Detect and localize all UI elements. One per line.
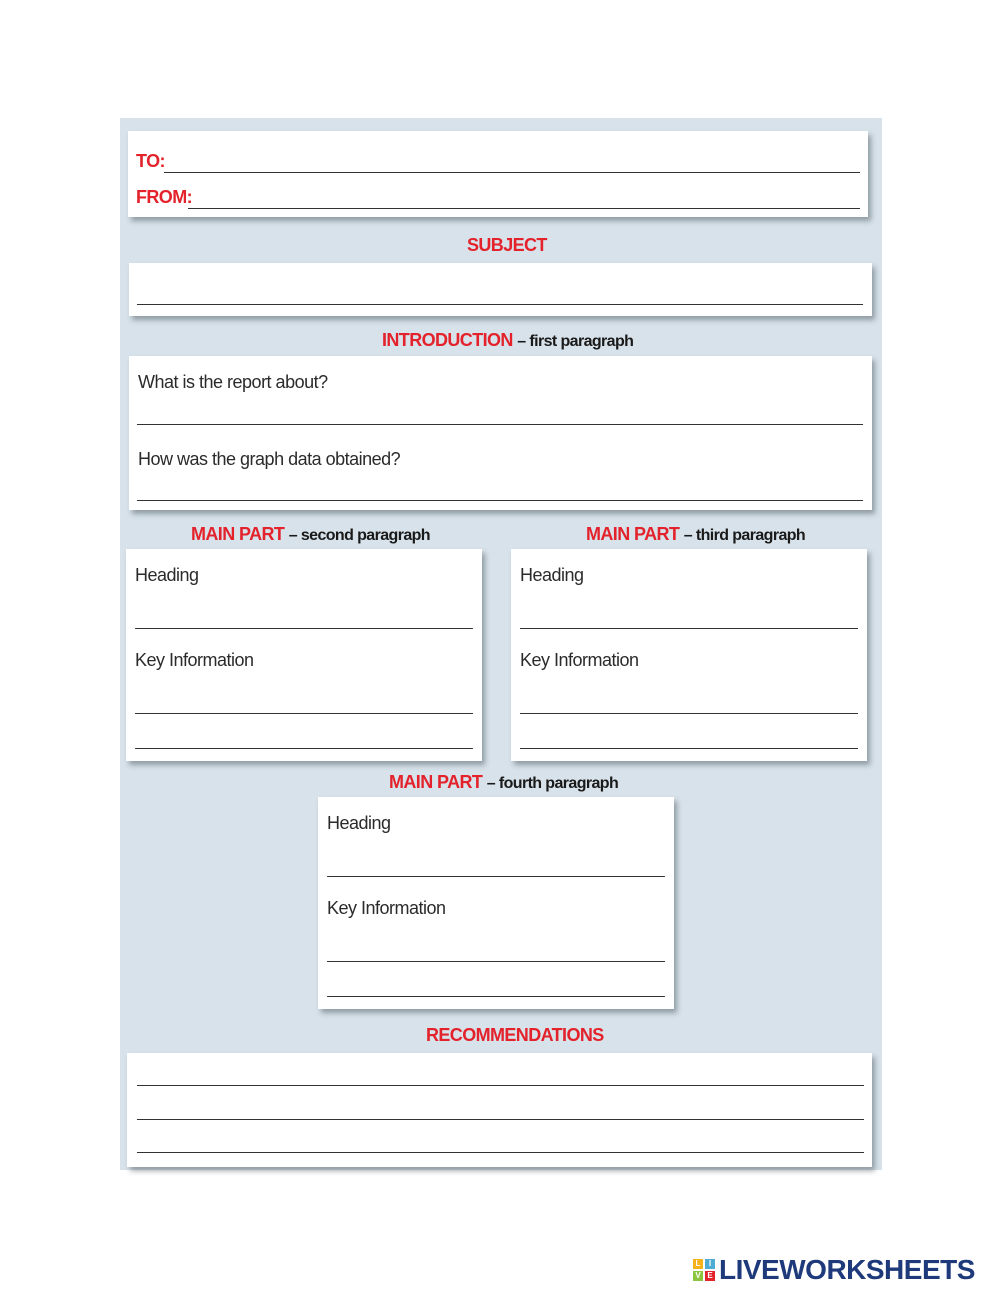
- subject-box: [129, 263, 872, 316]
- main-part-4-box: [318, 797, 674, 1009]
- main-part-3-subtitle: – third paragraph: [683, 527, 806, 544]
- main-part-4-key-info-line-1[interactable]: [327, 961, 665, 962]
- main-part-4-heading-line[interactable]: [327, 876, 665, 877]
- main-part-3-key-info-label: Key Information: [520, 650, 639, 670]
- logo-icon-tile-e: E: [705, 1271, 715, 1281]
- recommendations-heading: [426, 1025, 604, 1046]
- main-part-2-key-info-line-2[interactable]: [135, 748, 473, 749]
- main-part-4-key-info-line-2[interactable]: [327, 996, 665, 997]
- main-part-2-heading-label: Heading: [135, 565, 199, 585]
- main-part-2-title: MAIN PART: [191, 524, 285, 544]
- logo-icon-tile-l: L: [693, 1259, 703, 1269]
- subject-input-line[interactable]: [137, 304, 863, 305]
- recommendations-line-1[interactable]: [137, 1085, 864, 1086]
- main-part-2-box: [126, 549, 482, 761]
- main-part-3-key-info-line-2[interactable]: [520, 748, 858, 749]
- recommendations-line-2[interactable]: [137, 1119, 864, 1120]
- from-label: FROM:: [136, 187, 192, 207]
- introduction-heading: [382, 330, 633, 351]
- intro-question-report-about: What is the report about?: [138, 372, 328, 392]
- main-part-4-heading-label: Heading: [327, 813, 391, 833]
- introduction-box: [129, 356, 872, 510]
- intro-answer-2-line[interactable]: [137, 500, 863, 501]
- introduction-title: INTRODUCTION: [382, 330, 513, 350]
- main-part-3-key-info-line-1[interactable]: [520, 713, 858, 714]
- intro-answer-1-line[interactable]: [137, 424, 863, 425]
- main-part-2-heading: [191, 524, 430, 545]
- subject-title: SUBJECT: [467, 235, 547, 255]
- logo-icon-tile-i: I: [705, 1259, 715, 1269]
- main-part-3-heading-label: Heading: [520, 565, 584, 585]
- main-part-3-heading-line[interactable]: [520, 628, 858, 629]
- intro-question-graph-data: How was the graph data obtained?: [138, 449, 401, 469]
- main-part-2-heading-line[interactable]: [135, 628, 473, 629]
- logo-icon-tile-v: V: [693, 1271, 703, 1281]
- liveworksheets-logo: [693, 1256, 975, 1284]
- introduction-subtitle: – first paragraph: [517, 333, 634, 350]
- main-part-4-heading: [389, 772, 618, 793]
- from-input-line[interactable]: [188, 208, 860, 209]
- subject-heading: [467, 235, 547, 256]
- to-input-line[interactable]: [164, 172, 860, 173]
- main-part-3-title: MAIN PART: [586, 524, 680, 544]
- main-part-4-title: MAIN PART: [389, 772, 483, 792]
- to-from-box: [128, 131, 868, 217]
- main-part-2-key-info-label: Key Information: [135, 650, 254, 670]
- main-part-3-heading: [586, 524, 805, 545]
- main-part-2-subtitle: – second paragraph: [288, 527, 430, 544]
- recommendations-title: RECOMMENDATIONS: [426, 1025, 604, 1045]
- main-part-4-subtitle: – fourth paragraph: [486, 775, 619, 792]
- main-part-4-key-info-label: Key Information: [327, 898, 446, 918]
- recommendations-box: [127, 1053, 872, 1167]
- liveworksheets-logo-text: LIVEWORKSHEETS: [719, 1254, 975, 1285]
- main-part-2-key-info-line-1[interactable]: [135, 713, 473, 714]
- to-label: TO:: [136, 151, 165, 171]
- main-part-3-box: [511, 549, 867, 761]
- liveworksheets-logo-icon: [693, 1259, 715, 1281]
- recommendations-line-3[interactable]: [137, 1152, 864, 1153]
